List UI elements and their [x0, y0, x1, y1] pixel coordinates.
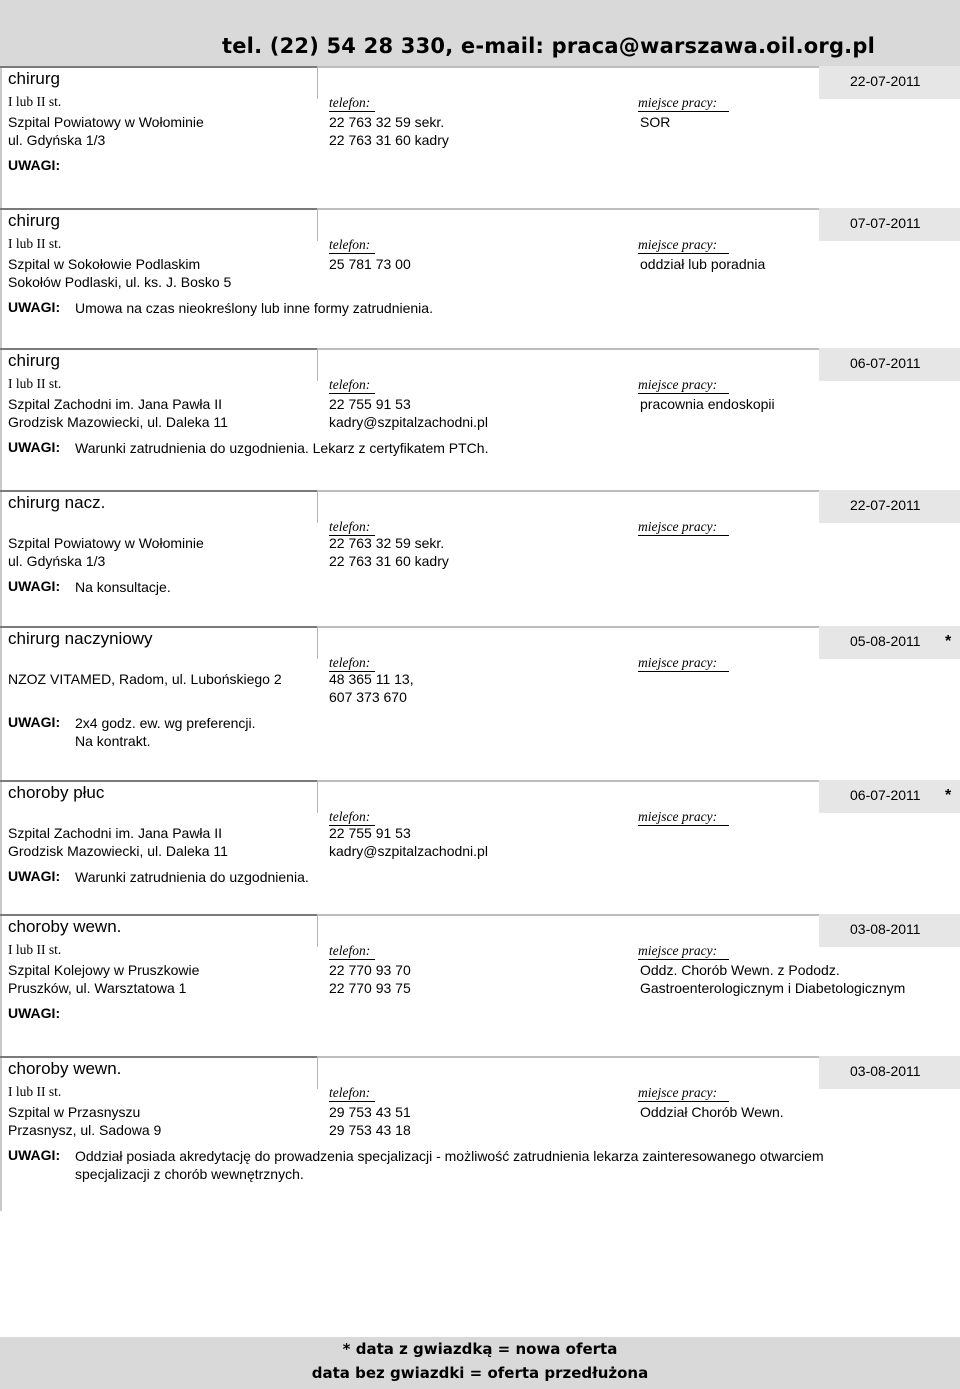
hospital-address-line: Szpital Zachodni im. Jana Pawła II	[8, 825, 222, 841]
offer-date: 07-07-2011	[850, 215, 921, 231]
job-offer	[0, 490, 960, 620]
phone-label: telefon:	[329, 95, 375, 112]
hospital-address-line: ul. Gdyńska 1/3	[8, 132, 106, 148]
contact-phone-line: 25 781 73 00	[329, 256, 411, 272]
offer-date: 03-08-2011	[850, 921, 921, 937]
specialty-title: choroby płuc	[8, 783, 105, 802]
job-offer	[0, 208, 960, 338]
specialty-title: chirurg nacz.	[8, 493, 106, 512]
contact-phone-line: 22 763 31 60 kadry	[329, 132, 449, 148]
notes-text: Umowa na czas nieokreślony lub inne formy zatrudnienia.	[75, 300, 433, 316]
specialty-title: chirurg	[8, 211, 60, 230]
contact-phone-line: 22 755 91 53	[329, 825, 411, 841]
specialty-title: choroby wewn.	[8, 1059, 122, 1078]
contact-phone-line: 48 365 11 13,	[329, 671, 414, 687]
specialization-level: I lub II st.	[8, 94, 62, 109]
specialization-level: I lub II st.	[8, 1084, 62, 1099]
contact-phone-line: 22 763 31 60 kadry	[329, 553, 449, 569]
workplace-line: Oddz. Chorób Wewn. z Pododz.	[640, 962, 840, 978]
place-label: miejsce pracy:	[638, 655, 729, 672]
entry-divider	[0, 914, 317, 916]
workplace-line: Oddział Chorób Wewn.	[640, 1104, 784, 1120]
place-label: miejsce pracy:	[638, 519, 729, 536]
hospital-address-line: Szpital Zachodni im. Jana Pawła II	[8, 396, 222, 412]
contact-phone-line: kadry@szpitalzachodni.pl	[329, 414, 488, 430]
entry-title-separator	[317, 1056, 318, 1089]
job-offer	[0, 1056, 960, 1186]
job-offer	[0, 348, 960, 478]
entry-title-separator	[317, 626, 318, 659]
specialty-title: chirurg	[8, 69, 60, 88]
notes-text: Na konsultacje.	[75, 579, 171, 595]
job-offer	[0, 914, 960, 1044]
workplace-line: SOR	[640, 114, 671, 130]
place-label: miejsce pracy:	[638, 809, 729, 826]
legend-new-offer: * data z gwiazdką = nowa oferta	[342, 1340, 618, 1358]
contact-phone-line: 29 753 43 18	[329, 1122, 411, 1138]
hospital-address-line: Szpital Kolejowy w Pruszkowie	[8, 962, 200, 978]
hospital-address-line: Szpital Powiatowy w Wołominie	[8, 114, 204, 130]
hospital-address-line: Przasnysz, ul. Sadowa 9	[8, 1122, 162, 1138]
specialty-title: chirurg naczyniowy	[8, 629, 153, 648]
entry-title-separator	[317, 208, 318, 241]
entry-divider	[0, 348, 317, 350]
hospital-address-line: Szpital w Sokołowie Podlaskim	[8, 256, 201, 272]
workplace-line: Gastroenterologicznym i Diabetologicznym	[640, 980, 906, 996]
contact-phone-line: 22 755 91 53	[329, 396, 411, 412]
entry-divider	[0, 780, 317, 782]
notes-text: Warunki zatrudnienia do uzgodnienia.	[75, 869, 309, 885]
notes-label: UWAGI:	[8, 439, 61, 455]
phone-label: telefon:	[329, 519, 375, 536]
hospital-address-line: Pruszków, ul. Warsztatowa 1	[8, 980, 187, 996]
entry-divider	[0, 626, 317, 628]
hospital-address-line: Grodzisk Mazowiecki, ul. Daleka 11	[8, 414, 228, 430]
entry-divider	[0, 490, 317, 492]
notes-text: Na kontrakt.	[75, 733, 151, 749]
entry-divider	[0, 66, 317, 68]
contact-phone-line: 22 763 32 59 sekr.	[329, 114, 445, 130]
offer-date: 06-07-2011	[850, 355, 921, 371]
offer-date: 06-07-2011	[850, 787, 921, 803]
offer-date: 03-08-2011	[850, 1063, 921, 1079]
job-offer	[0, 626, 960, 756]
hospital-address-line: Szpital w Przasnyszu	[8, 1104, 141, 1120]
notes-label: UWAGI:	[8, 1005, 61, 1021]
notes-label: UWAGI:	[8, 714, 61, 730]
workplace-line: oddział lub poradnia	[640, 256, 766, 272]
entry-title-separator	[317, 780, 318, 813]
phone-label: telefon:	[329, 1085, 375, 1102]
notes-label: UWAGI:	[8, 299, 61, 315]
entry-title-separator	[317, 66, 318, 99]
phone-label: telefon:	[329, 943, 375, 960]
phone-label: telefon:	[329, 809, 375, 826]
contact-phone-line: kadry@szpitalzachodni.pl	[329, 843, 488, 859]
notes-text: Oddział posiada akredytację do prowadzenia specjalizacji - możliwość zatrudnienia lekarza zainteresowanego otwarciem	[75, 1148, 824, 1164]
entry-divider	[0, 1056, 317, 1058]
contact-phone-line: 22 763 32 59 sekr.	[329, 535, 445, 551]
notes-text: Warunki zatrudnienia do uzgodnienia. Lekarz z certyfikatem PTCh.	[75, 440, 489, 456]
phone-label: telefon:	[329, 377, 375, 394]
phone-label: telefon:	[329, 237, 375, 254]
contact-phone-line: 607 373 670	[329, 689, 407, 705]
specialty-title: choroby wewn.	[8, 917, 122, 936]
hospital-address-line: Szpital Powiatowy w Wołominie	[8, 535, 204, 551]
specialization-level: I lub II st.	[8, 236, 62, 251]
contact-phone-line: 29 753 43 51	[329, 1104, 411, 1120]
new-offer-star: *	[945, 633, 952, 650]
entry-title-separator	[317, 914, 318, 947]
hospital-address-line: NZOZ VITAMED, Radom, ul. Lubońskiego 2	[8, 671, 282, 687]
workplace-line: pracownia endoskopii	[640, 396, 775, 412]
header-band	[0, 0, 960, 66]
legend-extended-offer: data bez gwiazdki = oferta przedłużona	[311, 1364, 649, 1382]
contact-phone-line: 22 770 93 75	[329, 980, 411, 996]
offer-date: 22-07-2011	[850, 497, 921, 513]
notes-text: specjalizacji z chorób wewnętrznych.	[75, 1166, 304, 1182]
offer-date: 05-08-2011	[850, 633, 921, 649]
new-offer-star: *	[945, 787, 952, 804]
specialization-level: I lub II st.	[8, 942, 62, 957]
hospital-address-line: Sokołów Podlaski, ul. ks. J. Bosko 5	[8, 274, 232, 290]
place-label: miejsce pracy:	[638, 1085, 729, 1102]
place-label: miejsce pracy:	[638, 943, 729, 960]
job-offer	[0, 66, 960, 196]
notes-text: 2x4 godz. ew. wg preferencji.	[75, 715, 256, 731]
notes-label: UWAGI:	[8, 1147, 61, 1163]
entry-divider	[0, 208, 317, 210]
footer-legend	[0, 1337, 960, 1389]
hospital-address-line: ul. Gdyńska 1/3	[8, 553, 106, 569]
place-label: miejsce pracy:	[638, 95, 729, 112]
notes-label: UWAGI:	[8, 157, 61, 173]
phone-label: telefon:	[329, 655, 375, 672]
specialization-level: I lub II st.	[8, 376, 62, 391]
contact-phone-line: 22 770 93 70	[329, 962, 411, 978]
place-label: miejsce pracy:	[638, 237, 729, 254]
contact-header: tel. (22) 54 28 330, e-mail: praca@warszawa.oil.org.pl	[222, 34, 875, 58]
entry-title-separator	[317, 490, 318, 523]
offer-date: 22-07-2011	[850, 73, 921, 89]
notes-label: UWAGI:	[8, 578, 61, 594]
job-offer	[0, 780, 960, 910]
place-label: miejsce pracy:	[638, 377, 729, 394]
notes-label: UWAGI:	[8, 868, 61, 884]
specialty-title: chirurg	[8, 351, 60, 370]
entry-title-separator	[317, 348, 318, 381]
hospital-address-line: Grodzisk Mazowiecki, ul. Daleka 11	[8, 843, 228, 859]
